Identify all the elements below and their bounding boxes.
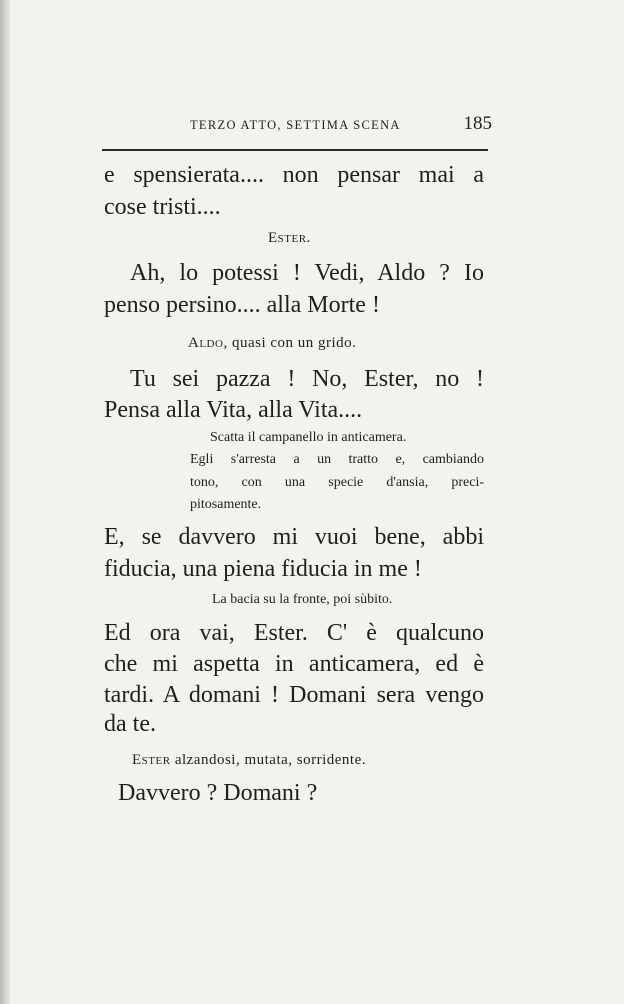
- header-rule: [102, 149, 488, 151]
- text-line: Pensa alla Vita, alla Vita....: [104, 397, 363, 423]
- speaker-note: alzandosi, mutata, sorridente.: [174, 752, 367, 768]
- text-line: tardi. A domani ! Domani sera vengo: [104, 682, 484, 708]
- text-line: che mi aspetta in anticamera, ed è: [104, 651, 484, 677]
- text-line: E, se davvero mi vuoi bene, abbi: [104, 524, 484, 550]
- text-line: Ah, lo potessi ! Vedi, Aldo ? Io: [130, 260, 484, 286]
- page-edge: [0, 0, 10, 1004]
- text-line: e spensierata.... non pensar mai a: [104, 162, 484, 188]
- running-title: TERZO ATTO, SETTIMA SCENA: [190, 118, 401, 132]
- speaker-direction: [132, 752, 366, 769]
- speaker-name: Aldo,: [188, 335, 228, 351]
- page-number: 185: [463, 113, 492, 134]
- stage-direction: La bacia su la fronte, poi sùbito.: [212, 592, 393, 607]
- stage-direction: pitosamente.: [190, 497, 262, 512]
- text-line: Davvero ? Domani ?: [118, 780, 318, 806]
- stage-direction: Scatta il campanello in anticamera.: [210, 430, 407, 445]
- running-header: [190, 113, 492, 134]
- stage-direction: Egli s'arresta a un tratto e, cambiando: [190, 452, 484, 467]
- text-line: penso persino.... alla Morte !: [104, 292, 380, 318]
- text-line: da te.: [104, 711, 156, 737]
- text-line: cose tristi....: [104, 194, 221, 220]
- text-line: fiducia, una piena fiducia in me !: [104, 556, 422, 582]
- speaker-name: Ester: [132, 752, 171, 768]
- text-line: Ed ora vai, Ester. C' è qualcuno: [104, 620, 484, 646]
- text-line: Tu sei pazza ! No, Ester, no !: [130, 366, 484, 392]
- stage-direction: tono, con una specie d'ansia, preci-: [190, 475, 484, 490]
- speaker-note: quasi con un grido.: [231, 335, 357, 351]
- speaker-label: Ester.: [268, 230, 311, 246]
- speaker-direction: [188, 335, 356, 352]
